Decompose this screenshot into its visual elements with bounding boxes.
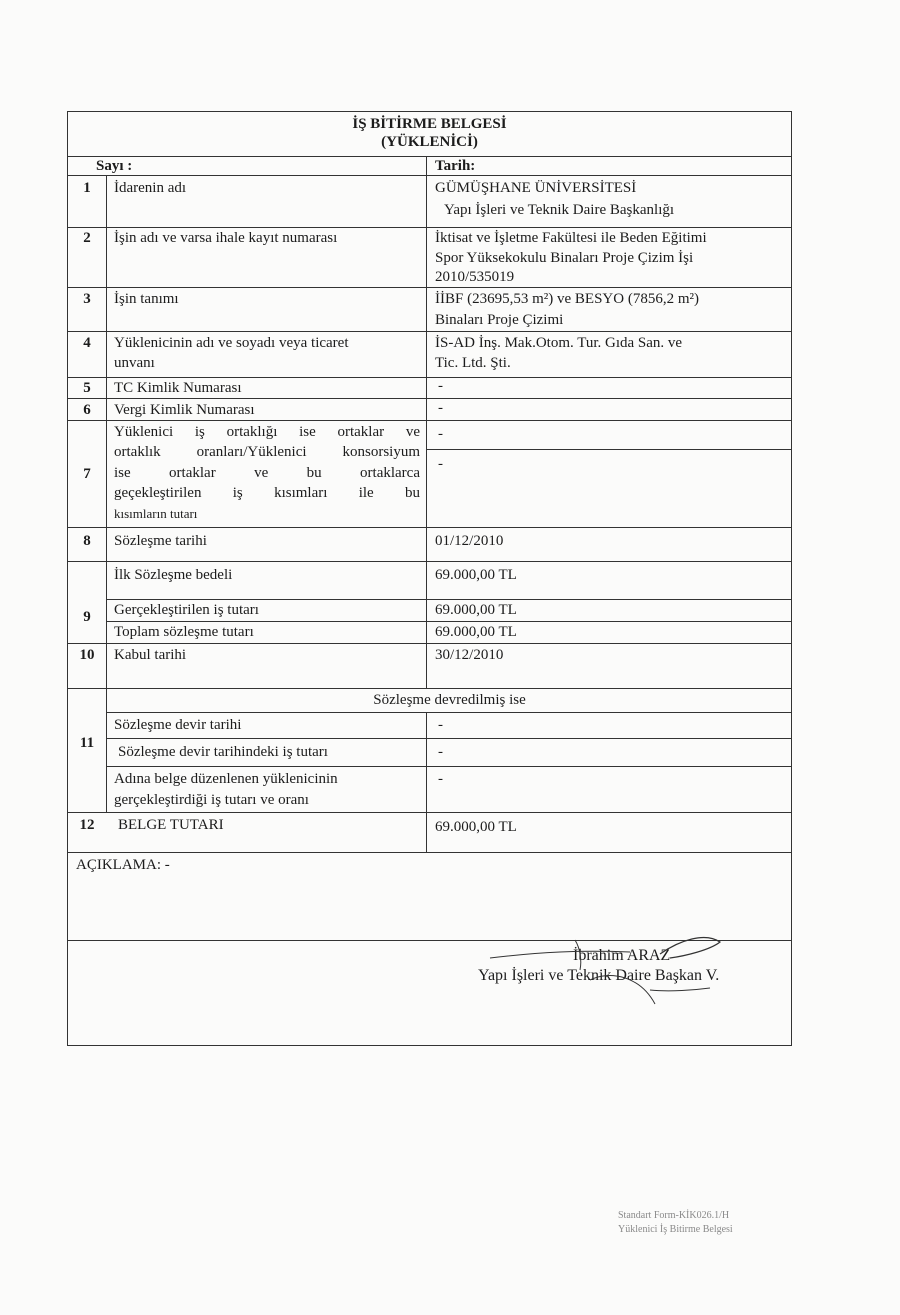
row-divider (106, 712, 791, 713)
row-label: unvanı (114, 355, 155, 371)
row-divider (68, 852, 791, 853)
row-value: - (438, 378, 443, 394)
row-number: 7 (83, 466, 91, 482)
row-divider (68, 156, 791, 157)
row-divider (68, 812, 791, 813)
row-divider (68, 643, 791, 644)
row-divider (68, 688, 791, 689)
form-title: İŞ BİTİRME BELGESİ (352, 116, 507, 132)
column-divider (106, 175, 107, 812)
row-label: Toplam sözleşme tutarı (114, 624, 254, 640)
row-label: İşin adı ve varsa ihale kayıt numarası (114, 230, 338, 246)
row-number: 2 (83, 230, 91, 246)
row-value: İİBF (23695,53 m²) ve BESYO (7856,2 m²) (435, 291, 699, 307)
row-label: Sözleşme devir tarihindeki iş tutarı (118, 744, 328, 760)
row-value: - (438, 400, 443, 416)
row-label: Yüklenicinin adı ve soyadı veya ticaret (114, 335, 349, 351)
row-label: TC Kimlik Numarası (114, 380, 242, 396)
row-value: 69.000,00 TL (435, 819, 517, 835)
row-value: GÜMÜŞHANE ÜNİVERSİTESİ (435, 180, 637, 196)
row-label: İdarenin adı (114, 180, 187, 196)
section-heading: Sözleşme devredilmiş ise (373, 692, 526, 708)
column-divider (426, 156, 427, 688)
row-label: BELGE TUTARI (118, 817, 224, 833)
row-value: 69.000,00 TL (435, 602, 517, 618)
row-value: Tic. Ltd. Şti. (435, 355, 511, 371)
row-number: 10 (79, 647, 95, 663)
row-value: Spor Yüksekokulu Binaları Proje Çizim İşi (435, 250, 694, 266)
row-divider (106, 738, 791, 739)
row-divider (68, 561, 791, 562)
row-number: 11 (79, 735, 95, 751)
row-label: Vergi Kimlik Numarası (114, 402, 255, 418)
row-label: Yüklenici iş ortaklığı ise ortaklar ve (114, 424, 420, 440)
row-value: Binaları Proje Çizimi (435, 312, 564, 328)
row-value: - (438, 744, 443, 760)
row-divider (68, 287, 791, 288)
row-value: 69.000,00 TL (435, 624, 517, 640)
row-label: kısımların tutarı (114, 506, 198, 521)
row-divider (68, 420, 791, 421)
form-document (67, 111, 792, 1046)
footer-line: Yüklenici İş Bitirme Belgesi (618, 1224, 733, 1235)
row-value: Yapı İşleri ve Teknik Daire Başkanlığı (444, 202, 675, 218)
row-label: ortaklık oranları/Yüklenici konsorsiyum (114, 444, 420, 460)
aciklama-text: AÇIKLAMA: - (76, 857, 170, 873)
row-number: 4 (83, 335, 91, 351)
row-number: 8 (83, 533, 91, 549)
row-number: 6 (83, 402, 91, 418)
tarih-label: Tarih: (435, 158, 476, 174)
form-footer (618, 1209, 733, 1237)
row-number: 3 (83, 291, 91, 307)
row-label: Gerçekleştirilen iş tutarı (114, 602, 259, 618)
row-value: İktisat ve İşletme Fakültesi ile Beden Eğitimi (435, 230, 707, 246)
row-label: Sözleşme devir tarihi (114, 717, 242, 733)
row-value: - (438, 771, 443, 787)
row-label: Sözleşme tarihi (114, 533, 207, 549)
row-value: 30/12/2010 (435, 647, 504, 663)
row-number: 1 (83, 180, 91, 196)
row-label: gerçekleştirdiği iş tutarı ve oranı (114, 792, 309, 808)
row-value: - (438, 456, 443, 472)
row-label: geçekleştirilen iş kısımları ile bu (114, 485, 420, 501)
form-subtitle: (YÜKLENİCİ) (381, 134, 478, 150)
row-value: 01/12/2010 (435, 533, 504, 549)
row-divider (426, 449, 791, 450)
row-divider (68, 527, 791, 528)
row-number: 9 (83, 609, 91, 625)
row-label: Adına belge düzenlenen yüklenicinin (114, 771, 338, 787)
row-divider (106, 766, 791, 767)
row-label: İşin tanımı (114, 291, 179, 307)
row-value: 2010/535019 (435, 269, 515, 285)
row-divider (68, 331, 791, 332)
row-number: 12 (79, 817, 95, 833)
row-label: İlk Sözleşme bedeli (114, 567, 233, 583)
column-divider (426, 712, 427, 852)
row-divider (68, 175, 791, 176)
sayi-label: Sayı : (96, 158, 133, 174)
row-number: 5 (83, 380, 91, 396)
signature-scribble (480, 930, 740, 1010)
row-label: ise ortaklar ve bu ortaklarca (114, 465, 420, 481)
row-label: Kabul tarihi (114, 647, 187, 663)
row-divider (68, 398, 791, 399)
footer-line: Standart Form-KİK026.1/H (618, 1210, 730, 1221)
row-value: 69.000,00 TL (435, 567, 517, 583)
signature-name: İbrahim ARAZ (573, 947, 671, 964)
row-value: İS-AD İnş. Mak.Otom. Tur. Gıda San. ve (435, 335, 683, 351)
row-value: - (438, 426, 443, 442)
signature-title: Yapı İşleri ve Teknik Daire Başkan V. (478, 967, 720, 984)
row-value: - (438, 717, 443, 733)
